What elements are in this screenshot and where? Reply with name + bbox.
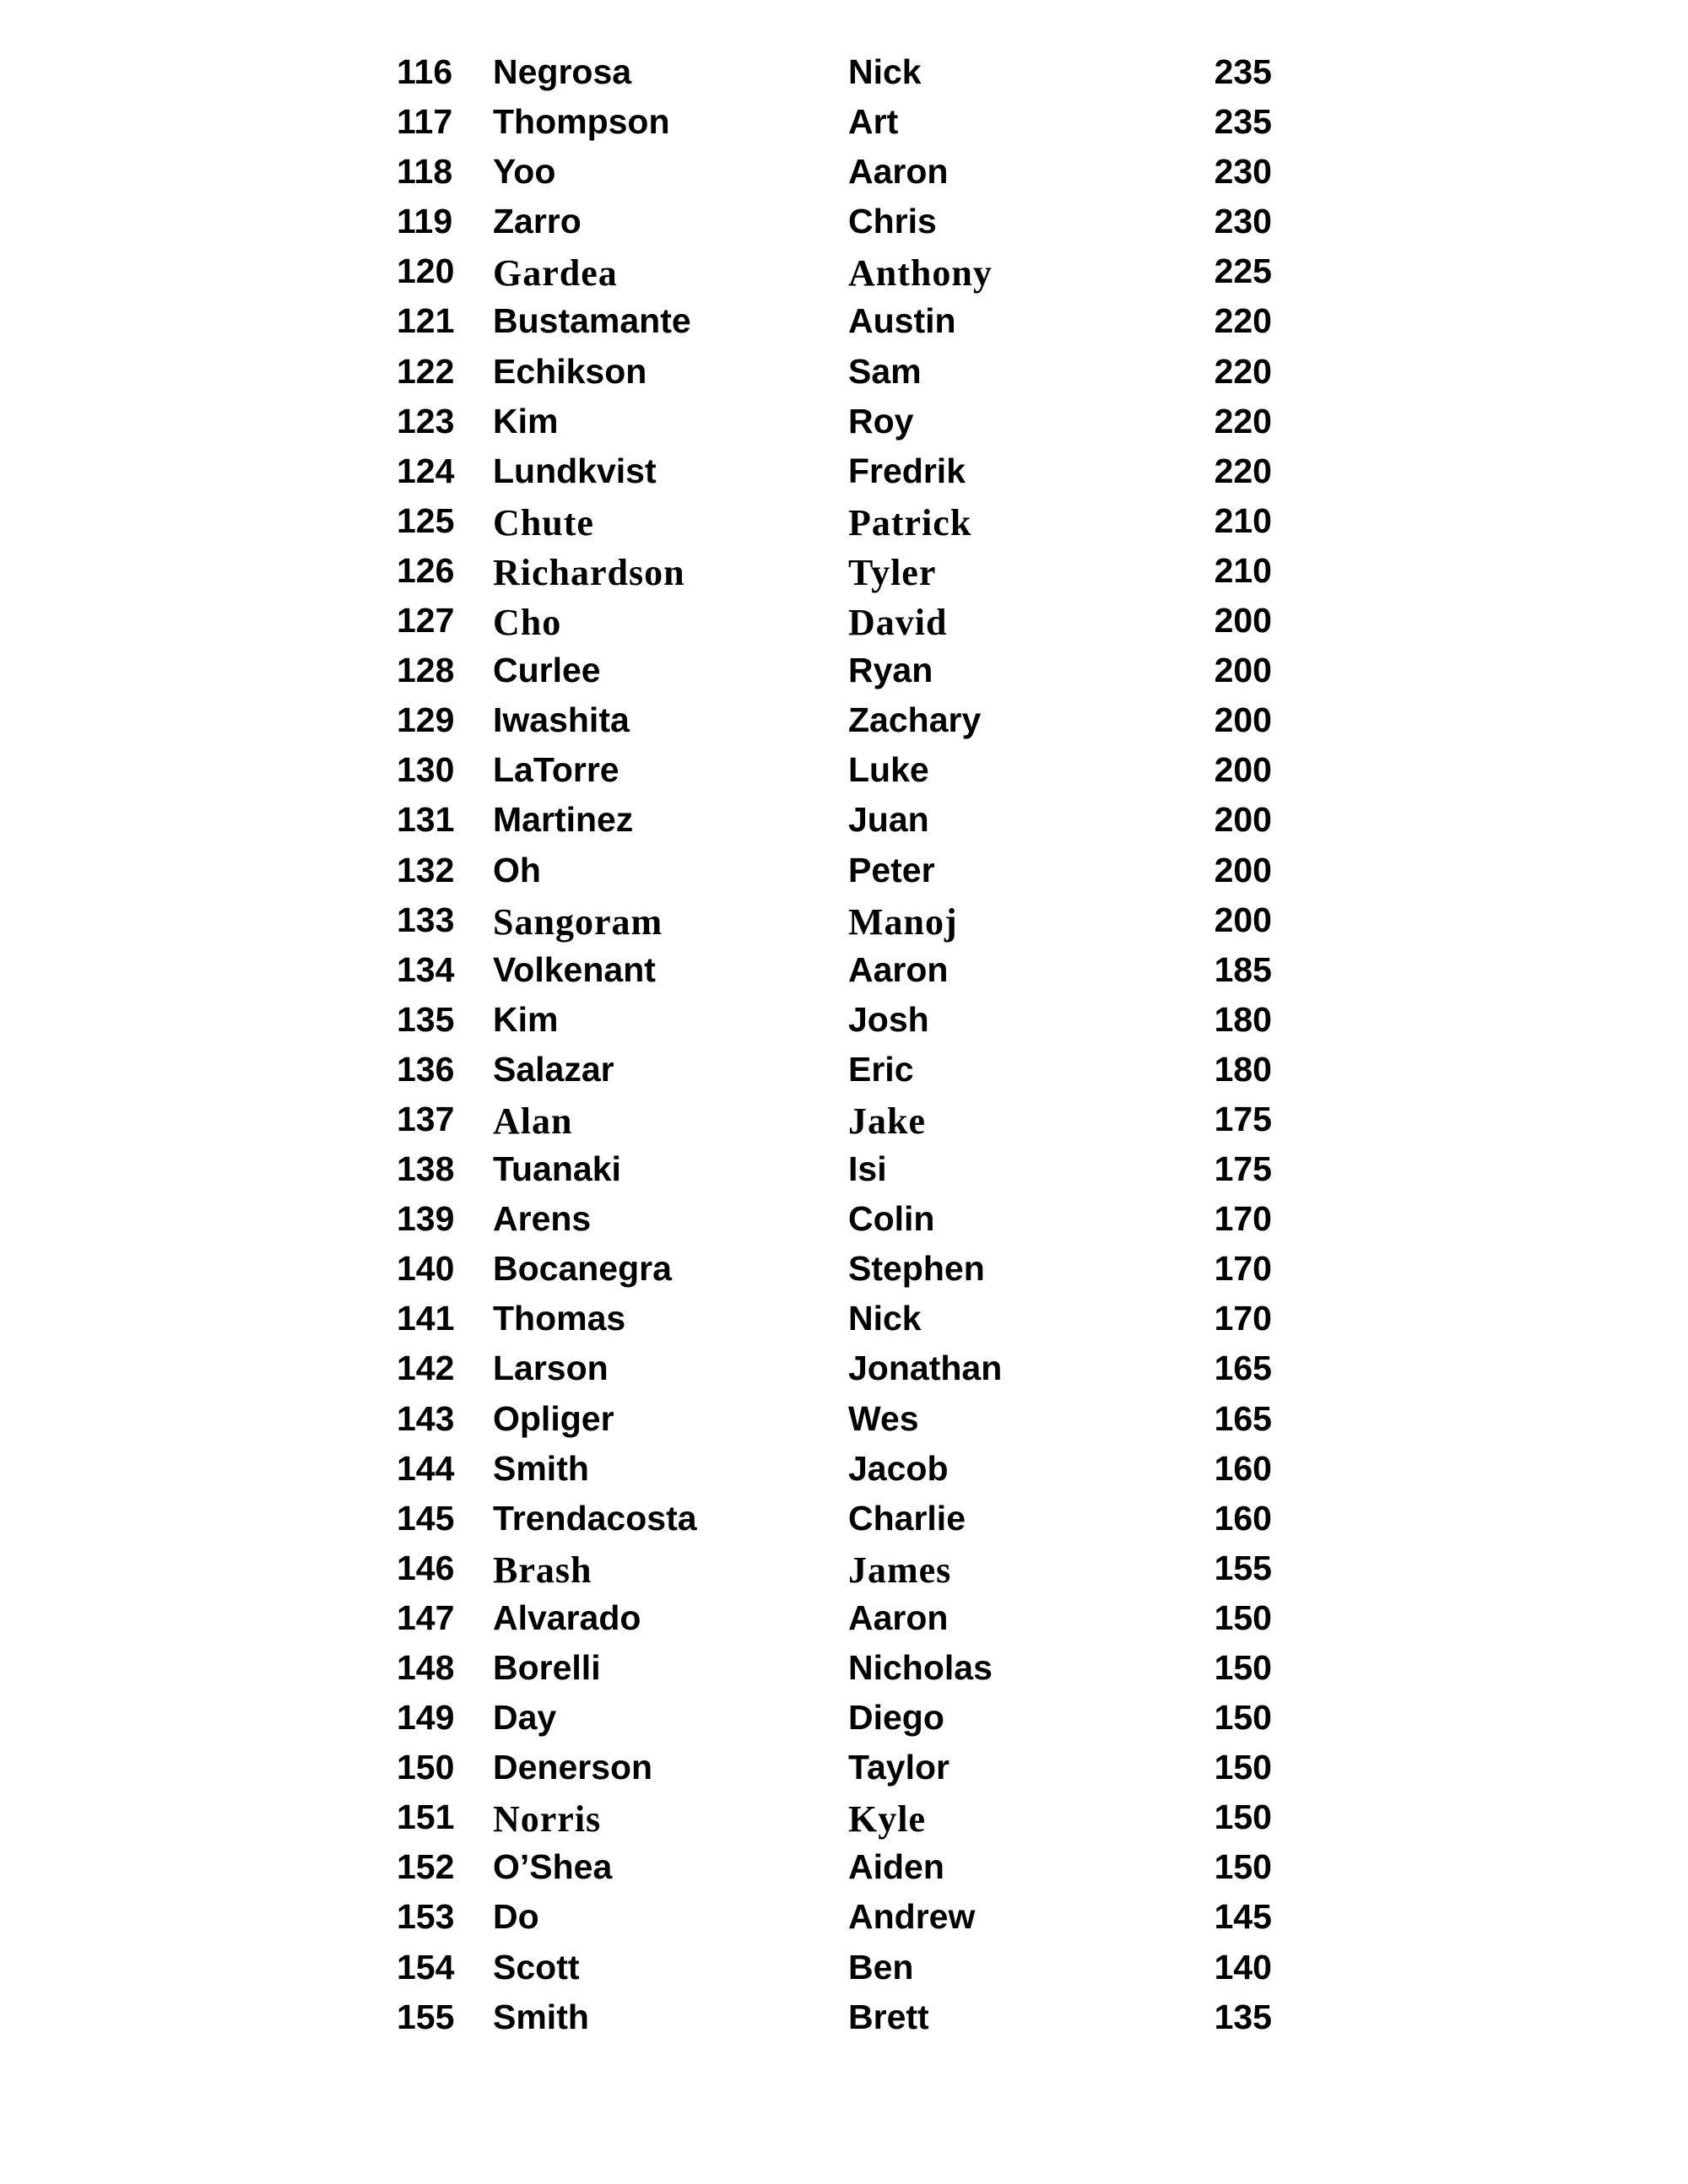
table-row (0, 152, 1688, 202)
rank-cell: 149 (397, 1698, 455, 1738)
score-cell: 220 (1214, 301, 1272, 341)
rank-cell: 125 (397, 500, 455, 540)
rank-cell: 148 (397, 1648, 455, 1687)
first-name-cell: David (848, 602, 948, 644)
score-cell: 160 (1214, 1498, 1272, 1538)
table-row (0, 1897, 1688, 1947)
table-row (0, 1997, 1688, 2047)
table-row (0, 1948, 1688, 1997)
first-name-cell: Juan (848, 800, 929, 840)
first-name-cell: Jonathan (848, 1349, 1003, 1388)
table-row (0, 202, 1688, 251)
table-row (0, 1748, 1688, 1797)
last-name-cell: Oh (493, 850, 541, 889)
rank-cell: 154 (397, 1947, 455, 1987)
last-name-cell: Brash (493, 1549, 592, 1591)
table-row (0, 52, 1688, 102)
first-name-cell: Jacob (848, 1448, 949, 1488)
score-cell: 200 (1214, 651, 1272, 690)
first-name-cell: Sam (848, 351, 922, 391)
score-cell: 230 (1214, 152, 1272, 192)
rank-cell: 127 (397, 601, 455, 641)
last-name-cell: Trendacosta (493, 1498, 697, 1538)
first-name-cell: Colin (848, 1199, 935, 1239)
first-name-cell: Aiden (848, 1847, 944, 1887)
score-cell: 235 (1214, 102, 1272, 142)
rank-cell: 134 (397, 949, 455, 989)
rank-cell: 129 (397, 700, 455, 740)
table-row (0, 1648, 1688, 1698)
first-name-cell: Josh (848, 999, 929, 1039)
last-name-cell: Negrosa (493, 52, 632, 91)
first-name-cell: Brett (848, 1997, 929, 2036)
table-row (0, 1598, 1688, 1648)
table-row (0, 1299, 1688, 1349)
first-name-cell: Nicholas (848, 1648, 993, 1687)
rank-cell: 128 (397, 651, 455, 690)
score-cell: 175 (1214, 1099, 1272, 1138)
score-cell: 170 (1214, 1199, 1272, 1239)
score-cell: 200 (1214, 850, 1272, 889)
first-name-cell: Aaron (848, 152, 949, 192)
score-cell: 145 (1214, 1897, 1272, 1937)
first-name-cell: Isi (848, 1149, 887, 1189)
rank-cell: 132 (397, 850, 455, 889)
table-row (0, 1449, 1688, 1499)
score-cell: 220 (1214, 351, 1272, 391)
first-name-cell: Eric (848, 1049, 914, 1089)
first-name-cell: Diego (848, 1698, 944, 1738)
score-cell: 170 (1214, 1299, 1272, 1338)
rank-cell: 145 (397, 1498, 455, 1538)
score-cell: 155 (1214, 1548, 1272, 1587)
last-name-cell: Gardea (493, 252, 618, 295)
last-name-cell: Kim (493, 999, 559, 1039)
first-name-cell: Roy (848, 401, 914, 441)
rank-cell: 117 (397, 102, 453, 142)
last-name-cell: Do (493, 1897, 539, 1937)
score-cell: 175 (1214, 1149, 1272, 1189)
last-name-cell: Opliger (493, 1398, 614, 1438)
table-row (0, 601, 1688, 651)
rank-cell: 126 (397, 550, 455, 590)
last-name-cell: Bustamante (493, 301, 691, 341)
table-row (0, 851, 1688, 900)
score-cell: 150 (1214, 1748, 1272, 1787)
first-name-cell: James (848, 1549, 952, 1591)
score-cell: 180 (1214, 1049, 1272, 1089)
rank-cell: 142 (397, 1349, 455, 1388)
rank-cell: 130 (397, 750, 455, 790)
score-cell: 200 (1214, 700, 1272, 740)
first-name-cell: Stephen (848, 1249, 985, 1289)
score-cell: 220 (1214, 401, 1272, 441)
first-name-cell: Jake (848, 1100, 926, 1142)
table-row (0, 1847, 1688, 1897)
first-name-cell: Chris (848, 202, 937, 241)
first-name-cell: Anthony (848, 252, 993, 295)
score-cell: 140 (1214, 1947, 1272, 1987)
score-cell: 210 (1214, 500, 1272, 540)
last-name-cell: Kim (493, 401, 559, 441)
last-name-cell: Salazar (493, 1049, 614, 1089)
last-name-cell: Alan (493, 1100, 573, 1142)
table-row (0, 1149, 1688, 1199)
score-cell: 160 (1214, 1448, 1272, 1488)
rank-cell: 155 (397, 1997, 455, 2036)
rank-cell: 136 (397, 1049, 455, 1089)
last-name-cell: Zarro (493, 202, 582, 241)
score-cell: 200 (1214, 750, 1272, 790)
table-row (0, 1100, 1688, 1149)
table-row (0, 800, 1688, 850)
rank-cell: 152 (397, 1847, 455, 1887)
last-name-cell: Norris (493, 1798, 602, 1841)
rank-cell: 140 (397, 1249, 455, 1289)
last-name-cell: Denerson (493, 1748, 653, 1787)
last-name-cell: Day (493, 1698, 557, 1738)
rank-cell: 147 (397, 1597, 455, 1637)
score-cell: 225 (1214, 251, 1272, 291)
score-cell: 150 (1214, 1698, 1272, 1738)
rank-cell: 138 (397, 1149, 455, 1189)
table-row (0, 1249, 1688, 1299)
rank-cell: 123 (397, 401, 455, 441)
table-row (0, 402, 1688, 451)
last-name-cell: Alvarado (493, 1597, 641, 1637)
score-cell: 210 (1214, 550, 1272, 590)
first-name-cell: Aaron (848, 949, 949, 989)
score-cell: 165 (1214, 1349, 1272, 1388)
first-name-cell: Aaron (848, 1597, 949, 1637)
first-name-cell: Austin (848, 301, 956, 341)
first-name-cell: Taylor (848, 1748, 950, 1787)
last-name-cell: Smith (493, 1997, 589, 2036)
first-name-cell: Art (848, 102, 899, 142)
rank-cell: 141 (397, 1299, 455, 1338)
score-cell: 150 (1214, 1797, 1272, 1837)
rank-cell: 144 (397, 1448, 455, 1488)
score-cell: 235 (1214, 52, 1272, 91)
rank-cell: 131 (397, 800, 455, 840)
first-name-cell: Andrew (848, 1897, 976, 1937)
last-name-cell: Arens (493, 1199, 592, 1239)
last-name-cell: Curlee (493, 651, 601, 690)
score-cell: 220 (1214, 451, 1272, 490)
first-name-cell: Peter (848, 850, 935, 889)
score-cell: 185 (1214, 949, 1272, 989)
table-row (0, 900, 1688, 950)
first-name-cell: Luke (848, 750, 929, 790)
last-name-cell: Tuanaki (493, 1149, 621, 1189)
score-cell: 150 (1214, 1847, 1272, 1887)
table-row (0, 1549, 1688, 1598)
rank-cell: 135 (397, 999, 455, 1039)
table-row (0, 251, 1688, 301)
first-name-cell: Nick (848, 1299, 922, 1338)
table-row (0, 750, 1688, 800)
first-name-cell: Charlie (848, 1498, 966, 1538)
table-row (0, 1797, 1688, 1847)
last-name-cell: Martinez (493, 800, 634, 840)
last-name-cell: Iwashita (493, 700, 630, 740)
first-name-cell: Ben (848, 1947, 914, 1987)
table-row (0, 1349, 1688, 1398)
table-row (0, 501, 1688, 551)
table-row (0, 950, 1688, 1000)
table-row (0, 352, 1688, 402)
table-row (0, 700, 1688, 750)
last-name-cell: Sangoram (493, 900, 663, 943)
last-name-cell: Bocanegra (493, 1249, 672, 1289)
table-row (0, 1000, 1688, 1050)
last-name-cell: Echikson (493, 351, 647, 391)
first-name-cell: Patrick (848, 501, 972, 543)
last-name-cell: Borelli (493, 1648, 601, 1687)
rank-cell: 120 (397, 251, 455, 291)
table-row (0, 301, 1688, 351)
score-cell: 165 (1214, 1398, 1272, 1438)
last-name-cell: Richardson (493, 551, 685, 593)
table-row (0, 651, 1688, 700)
table-row (0, 1698, 1688, 1748)
first-name-cell: Kyle (848, 1798, 926, 1841)
rank-cell: 133 (397, 900, 455, 939)
last-name-cell: Chute (493, 501, 594, 543)
first-name-cell: Zachary (848, 700, 982, 740)
score-cell: 170 (1214, 1249, 1272, 1289)
table-row (0, 102, 1688, 152)
table-row (0, 1499, 1688, 1549)
score-cell: 180 (1214, 999, 1272, 1039)
last-name-cell: Lundkvist (493, 451, 657, 490)
score-cell: 135 (1214, 1997, 1272, 2036)
last-name-cell: O’Shea (493, 1847, 613, 1887)
first-name-cell: Fredrik (848, 451, 966, 490)
rank-cell: 153 (397, 1897, 455, 1937)
first-name-cell: Nick (848, 52, 922, 91)
first-name-cell: Ryan (848, 651, 933, 690)
standings-table (0, 52, 1688, 2047)
rank-cell: 119 (397, 202, 453, 241)
last-name-cell: Scott (493, 1947, 580, 1987)
table-row (0, 1199, 1688, 1249)
last-name-cell: Smith (493, 1448, 589, 1488)
rank-cell: 116 (397, 52, 453, 91)
last-name-cell: Cho (493, 602, 562, 644)
rank-cell: 137 (397, 1099, 455, 1138)
score-cell: 200 (1214, 800, 1272, 840)
table-row (0, 551, 1688, 601)
last-name-cell: Thomas (493, 1299, 626, 1338)
first-name-cell: Wes (848, 1398, 919, 1438)
rank-cell: 146 (397, 1548, 455, 1587)
table-row (0, 451, 1688, 501)
score-cell: 230 (1214, 202, 1272, 241)
rank-cell: 124 (397, 451, 455, 490)
first-name-cell: Manoj (848, 900, 958, 943)
score-cell: 200 (1214, 601, 1272, 641)
first-name-cell: Tyler (848, 551, 937, 593)
table-row (0, 1050, 1688, 1100)
score-cell: 150 (1214, 1648, 1272, 1687)
rank-cell: 122 (397, 351, 455, 391)
rank-cell: 150 (397, 1748, 455, 1787)
table-row (0, 1399, 1688, 1449)
last-name-cell: Larson (493, 1349, 609, 1388)
last-name-cell: LaTorre (493, 750, 619, 790)
last-name-cell: Yoo (493, 152, 556, 192)
last-name-cell: Thompson (493, 102, 670, 142)
rank-cell: 118 (397, 152, 453, 192)
rank-cell: 143 (397, 1398, 455, 1438)
score-cell: 200 (1214, 900, 1272, 939)
last-name-cell: Volkenant (493, 949, 656, 989)
rank-cell: 139 (397, 1199, 455, 1239)
rank-cell: 121 (397, 301, 455, 341)
rank-cell: 151 (397, 1797, 455, 1837)
score-cell: 150 (1214, 1597, 1272, 1637)
